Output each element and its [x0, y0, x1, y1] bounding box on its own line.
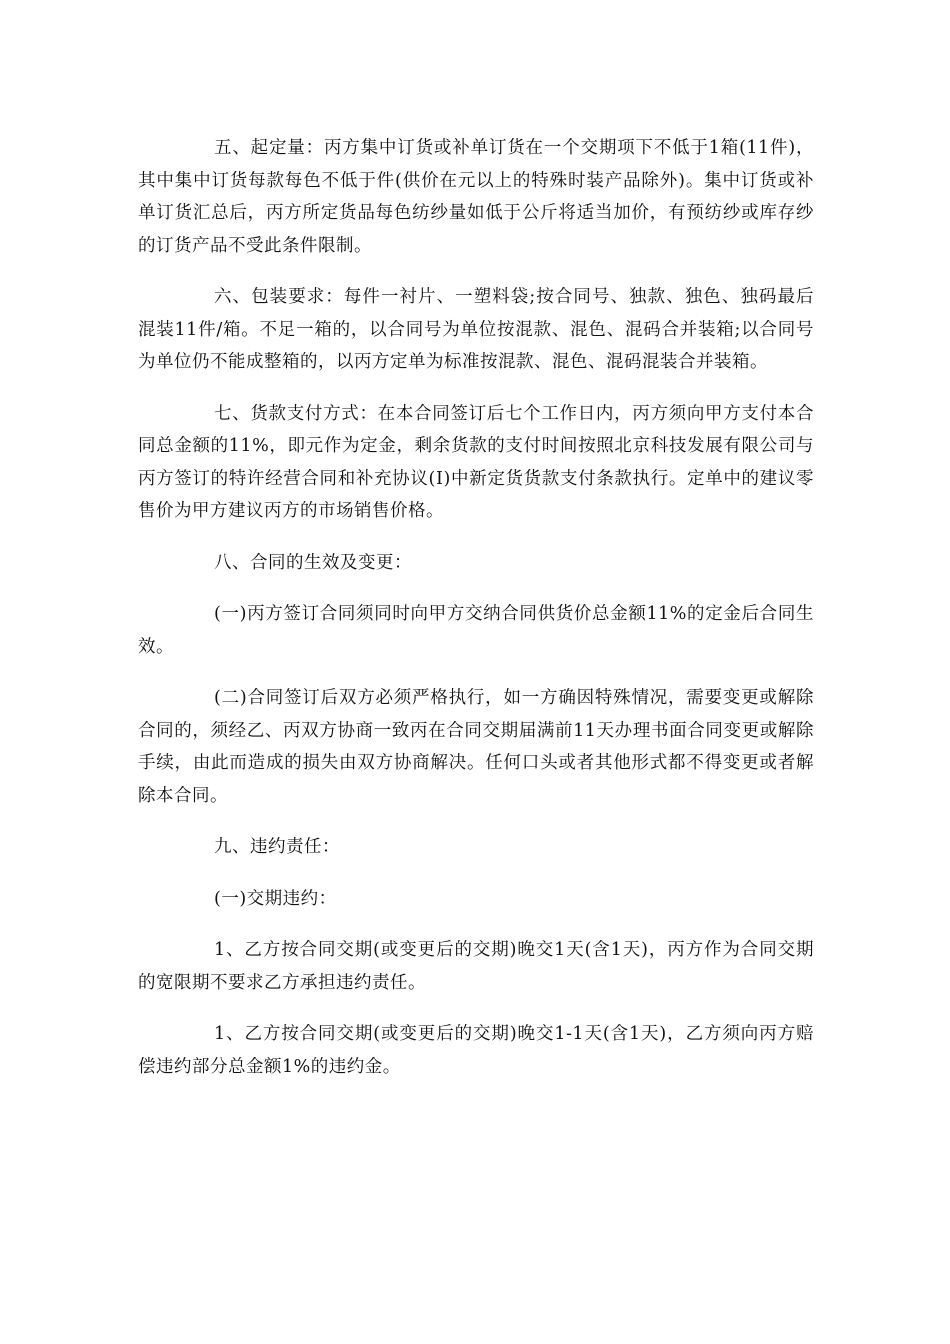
heading-liability: 九、违约责任：	[214, 837, 340, 857]
heading-delivery-breach: (一)交期违约：	[214, 888, 337, 909]
paragraph-packaging: 六、包装要求：每件一衬片、一塑料袋;按合同号、独款、独色、独码最后混装11件/箱。不足一箱的，以合同号为单位按混款、混色、混码合并装箱;以合同号为单位仍不能成整箱的，以丙方定单为标准按混款、混色、混码混装合并装箱。	[138, 287, 814, 372]
paragraph-effectiveness-2: (二)合同签订后双方必须严格执行，如一方确因特殊情况，需要变更或解除合同的，须经乙、丙双方协商一致丙在合同交期届满前11天办理书面合同变更或解除手续，由此而造成的损失由双方协商解决。任何口头或者其他形式都不得变更或者解除本合同。	[138, 688, 814, 806]
paragraph-payment: 七、货款支付方式：在本合同签订后七个工作日内，丙方须向甲方支付本合同总金额的11%，即元作为定金，剩余货款的支付时间按照北京科技发展有限公司与丙方签订的特许经营合同和补充协议(Ⅰ)中新定货货款支付条款执行。定单中的建议零售价为甲方建议丙方的市场销售价格。	[138, 403, 814, 521]
document-body	[138, 132, 814, 1102]
heading-effectiveness: 八、合同的生效及变更：	[214, 552, 412, 573]
paragraph-effectiveness-1: (一)丙方签订合同须同时向甲方交纳合同供货价总金额11%的定金后合同生效。	[138, 604, 814, 657]
paragraph-breach-1: 1、乙方按合同交期(或变更后的交期)晚交1天(含1天)，丙方作为合同交期的宽限期不要求乙方承担违约责任。	[138, 940, 814, 993]
paragraph-breach-2: 1、乙方按合同交期(或变更后的交期)晚交1-1天(含1天)，乙方须向丙方赔偿违约部分总金额1%的违约金。	[138, 1024, 814, 1077]
paragraph-minimum-order: 五、起定量：丙方集中订货或补单订货在一个交期项下不低于1箱(11件)，其中集中订货每款每色不低于件(供价在元以上的特殊时装产品除外)。集中订货或补单订货汇总后，丙方所定货品每色纺纱量如低于公斤将适当加价，有预纺纱或库存纱的订货产品不受此条件限制。	[138, 138, 814, 256]
